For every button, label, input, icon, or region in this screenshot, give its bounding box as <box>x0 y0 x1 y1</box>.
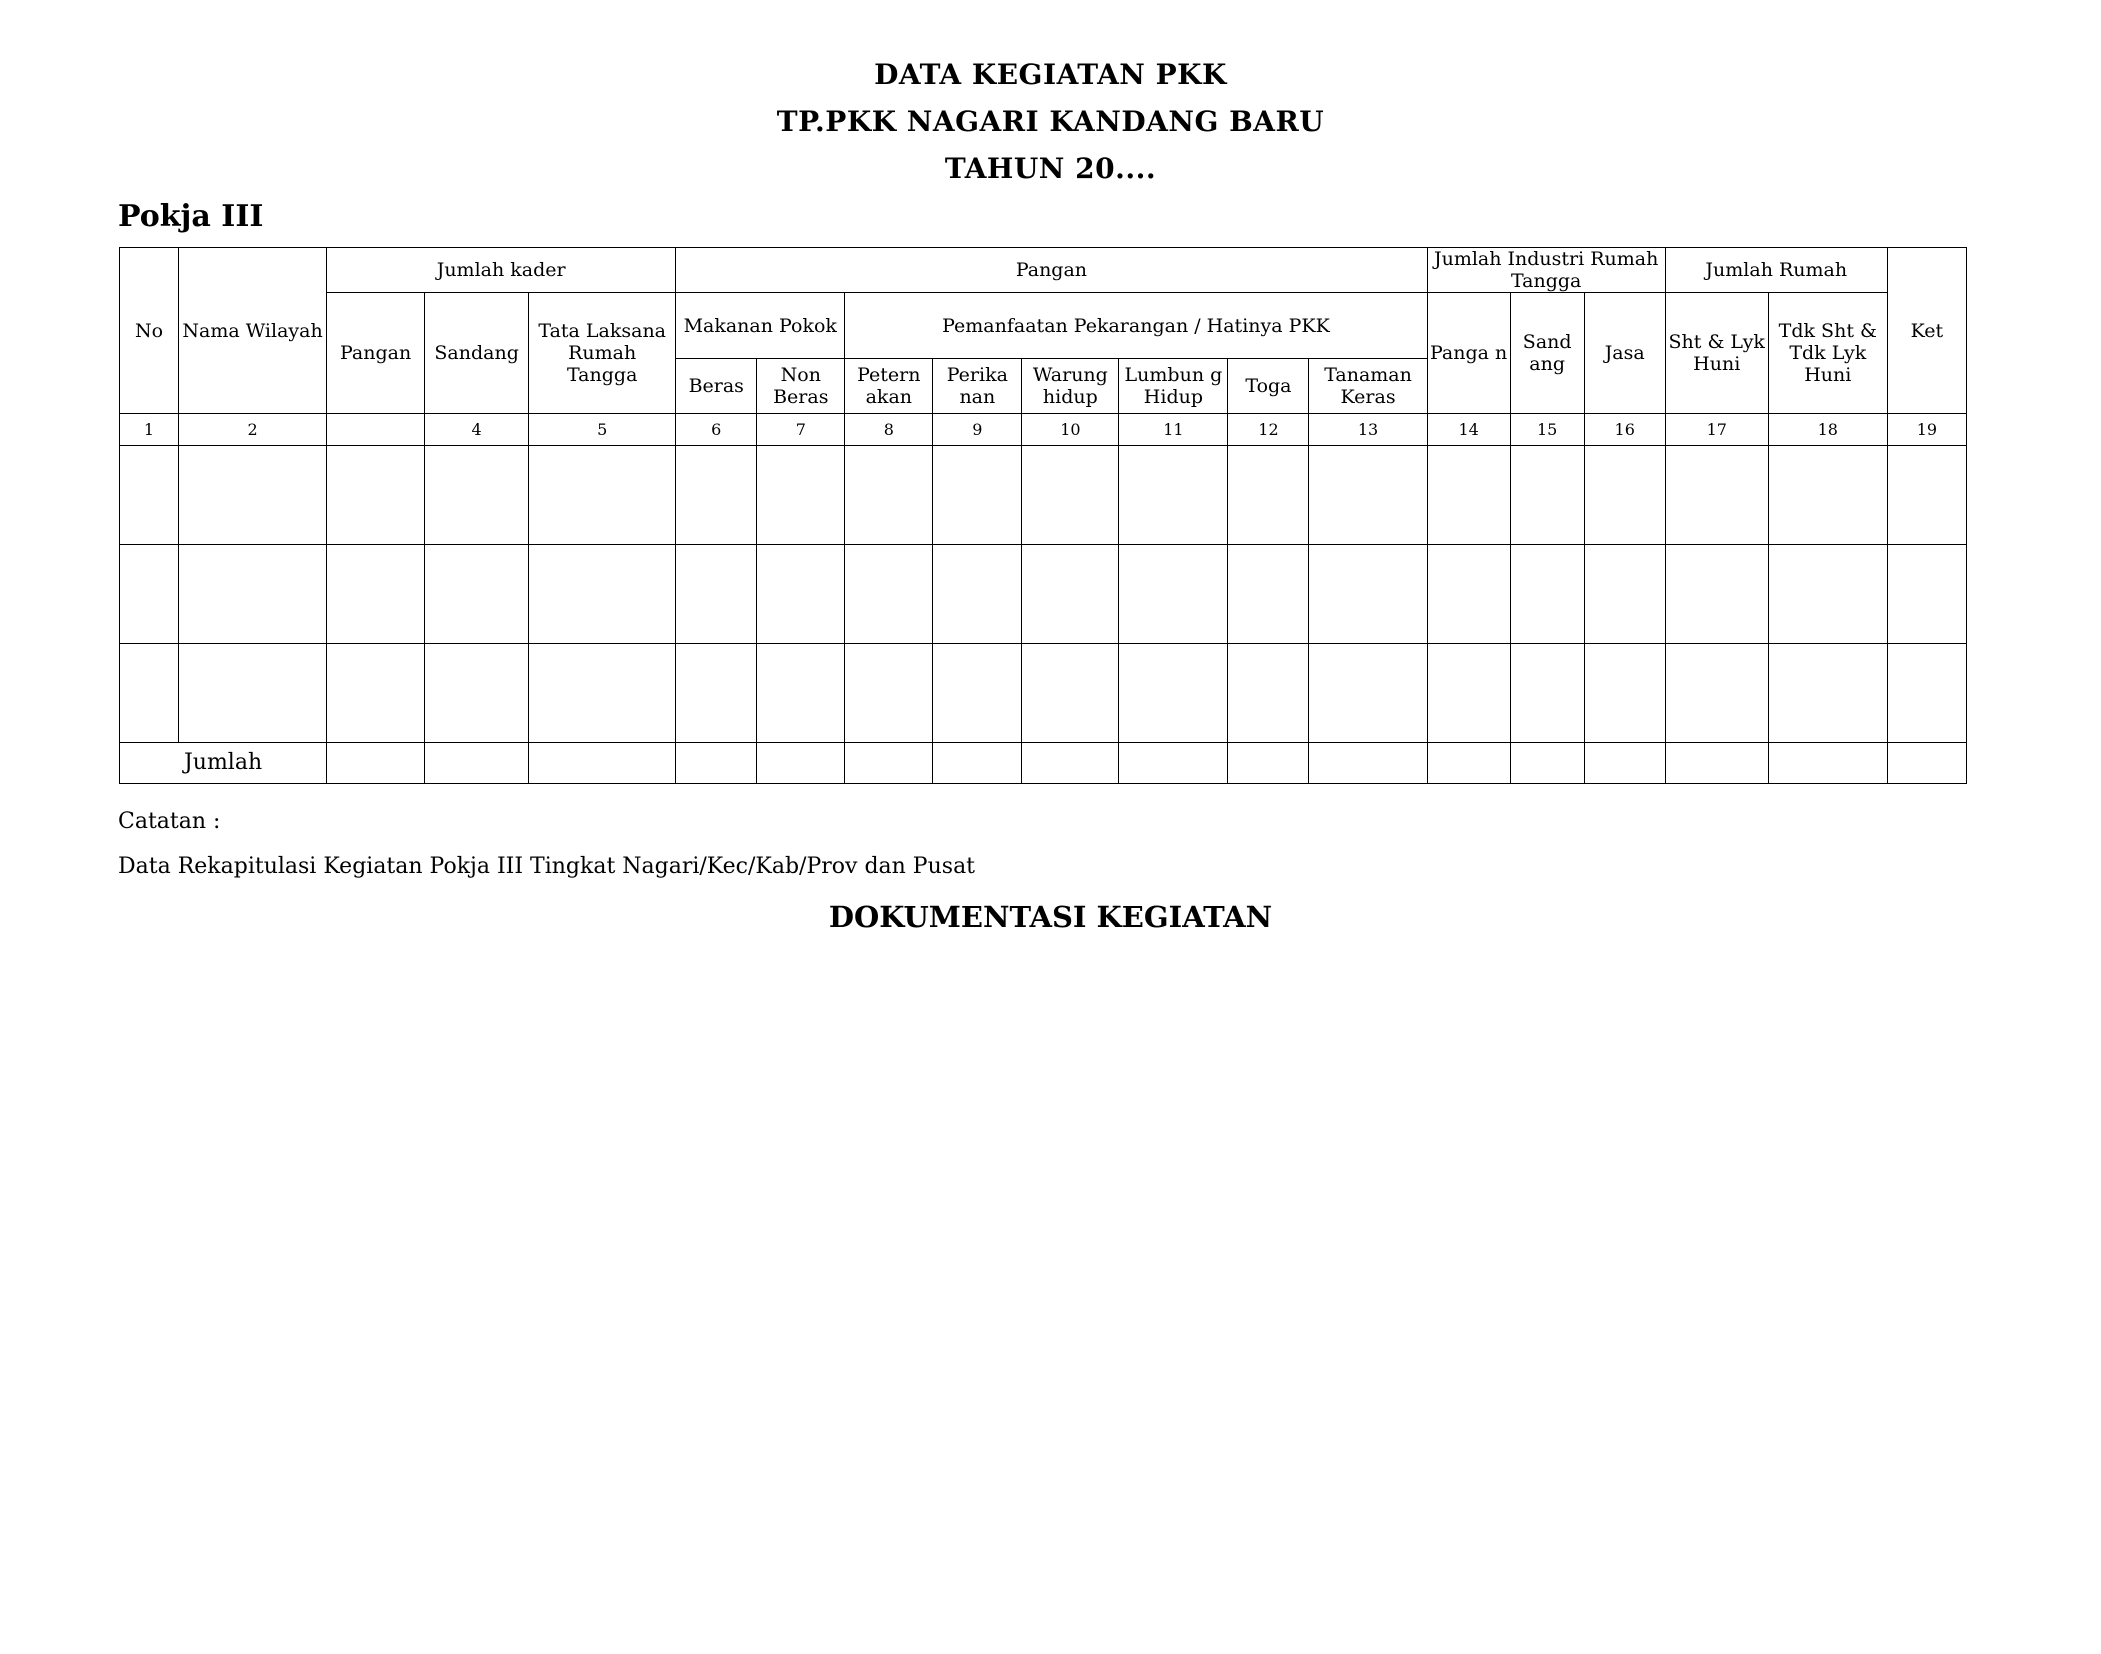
table-cell <box>1022 545 1119 644</box>
header-peternakan: Petern akan <box>845 359 933 414</box>
table-cell <box>1228 743 1309 784</box>
table-cell <box>1119 644 1228 743</box>
table-cell <box>1119 446 1228 545</box>
table-cell <box>1584 446 1665 545</box>
table-cell <box>529 644 676 743</box>
table-cell <box>845 743 933 784</box>
column-number: 7 <box>757 414 845 446</box>
table-cell <box>933 644 1022 743</box>
column-number: 8 <box>845 414 933 446</box>
table-cell <box>1768 545 1887 644</box>
column-number: 17 <box>1665 414 1768 446</box>
table-cell <box>120 644 179 743</box>
table-cell <box>425 545 529 644</box>
table-cell <box>1665 446 1768 545</box>
table-cell <box>1119 545 1228 644</box>
column-number: 18 <box>1768 414 1887 446</box>
header-ind-sandang: Sand ang <box>1510 293 1584 414</box>
table-cell <box>1887 644 1966 743</box>
header-pemanfaatan: Pemanfaatan Pekarangan / Hatinya PKK <box>845 293 1427 359</box>
total-label: Jumlah <box>120 743 327 784</box>
header-tanaman-keras: Tanaman Keras <box>1309 359 1427 414</box>
header-ket: Ket <box>1887 248 1966 414</box>
table-cell <box>1584 743 1665 784</box>
table-cell <box>1309 446 1427 545</box>
column-number: 13 <box>1309 414 1427 446</box>
document-year: TAHUN 20.... <box>944 152 1157 185</box>
header-ind-jasa: Jasa <box>1584 293 1665 414</box>
table-cell <box>327 545 425 644</box>
header-rumah-sehat: Sht & Lyk Huni <box>1665 293 1768 414</box>
column-number: 5 <box>529 414 676 446</box>
table-cell <box>1584 545 1665 644</box>
table-row <box>120 644 1967 743</box>
table-cell <box>933 545 1022 644</box>
total-row <box>120 743 1967 784</box>
table-cell <box>529 545 676 644</box>
column-number <box>327 414 425 446</box>
table-cell <box>933 743 1022 784</box>
column-number: 10 <box>1022 414 1119 446</box>
column-number: 4 <box>425 414 529 446</box>
header-industri: Jumlah Industri Rumah Tangga <box>1427 248 1665 293</box>
column-number: 12 <box>1228 414 1309 446</box>
table-cell <box>1768 743 1887 784</box>
header-kader-sandang: Sandang <box>425 293 529 414</box>
table-cell <box>1584 644 1665 743</box>
column-number: 2 <box>179 414 327 446</box>
column-number: 9 <box>933 414 1022 446</box>
table-cell <box>179 545 327 644</box>
table-cell <box>1887 446 1966 545</box>
document-subtitle: TP.PKK NAGARI KANDANG BARU <box>776 105 1325 138</box>
table-cell <box>676 545 757 644</box>
table-cell <box>120 545 179 644</box>
header-rumah-tidak-sehat: Tdk Sht & Tdk Lyk Huni <box>1768 293 1887 414</box>
header-nama-wilayah: Nama Wilayah <box>179 248 327 414</box>
table-cell <box>1022 644 1119 743</box>
table-cell <box>1665 644 1768 743</box>
table-cell <box>676 644 757 743</box>
table-cell <box>757 644 845 743</box>
table-cell <box>845 446 933 545</box>
table-cell <box>1887 743 1966 784</box>
table-cell <box>1427 446 1510 545</box>
header-makanan-pokok: Makanan Pokok <box>676 293 845 359</box>
table-cell <box>676 743 757 784</box>
header-no: No <box>120 248 179 414</box>
table-cell <box>757 446 845 545</box>
header-kader-tata-laksana: Tata Laksana Rumah Tangga <box>529 293 676 414</box>
table-cell <box>1768 644 1887 743</box>
header-non-beras: Non Beras <box>757 359 845 414</box>
column-number-row <box>120 414 1967 446</box>
column-number: 1 <box>120 414 179 446</box>
table-cell <box>1510 545 1584 644</box>
table-cell <box>845 644 933 743</box>
table-cell <box>1119 743 1228 784</box>
table-cell <box>933 446 1022 545</box>
table-cell <box>1228 545 1309 644</box>
table-cell <box>676 446 757 545</box>
header-ind-pangan: Panga n <box>1427 293 1510 414</box>
header-jumlah-rumah: Jumlah Rumah <box>1665 248 1887 293</box>
table-cell <box>327 446 425 545</box>
table-cell <box>1427 644 1510 743</box>
table-cell <box>425 743 529 784</box>
pokja-data-table <box>119 247 1967 784</box>
header-warung-hidup: Warung hidup <box>1022 359 1119 414</box>
table-cell <box>179 446 327 545</box>
documentation-title: DOKUMENTASI KEGIATAN <box>828 900 1273 934</box>
table-cell <box>1510 446 1584 545</box>
column-number: 14 <box>1427 414 1510 446</box>
table-cell <box>327 743 425 784</box>
table-cell <box>1309 743 1427 784</box>
column-number: 11 <box>1119 414 1228 446</box>
table-cell <box>1228 446 1309 545</box>
table-cell <box>1427 545 1510 644</box>
column-number: 16 <box>1584 414 1665 446</box>
table-row <box>120 446 1967 545</box>
table-cell <box>1309 644 1427 743</box>
table-cell <box>1228 644 1309 743</box>
header-perikanan: Perika nan <box>933 359 1022 414</box>
notes-label: Catatan : <box>118 809 221 834</box>
section-heading: Pokja III <box>118 199 264 234</box>
table-row <box>120 545 1967 644</box>
header-pangan-group: Pangan <box>676 248 1427 293</box>
table-cell <box>757 545 845 644</box>
table-cell <box>529 446 676 545</box>
table-cell <box>1510 644 1584 743</box>
column-number: 15 <box>1510 414 1584 446</box>
column-number: 19 <box>1887 414 1966 446</box>
document-title: DATA KEGIATAN PKK <box>874 58 1227 91</box>
table-cell <box>1768 446 1887 545</box>
table-cell <box>327 644 425 743</box>
table-cell <box>1510 743 1584 784</box>
table-cell <box>1022 743 1119 784</box>
table-cell <box>1665 545 1768 644</box>
table-cell <box>757 743 845 784</box>
table-cell <box>1309 545 1427 644</box>
header-toga: Toga <box>1228 359 1309 414</box>
table-cell <box>845 545 933 644</box>
table-cell <box>179 644 327 743</box>
header-beras: Beras <box>676 359 757 414</box>
header-lumbung-hidup: Lumbun g Hidup <box>1119 359 1228 414</box>
header-kader-pangan: Pangan <box>327 293 425 414</box>
notes-text: Data Rekapitulasi Kegiatan Pokja III Tingkat Nagari/Kec/Kab/Prov dan Pusat <box>118 854 976 879</box>
table-cell <box>425 446 529 545</box>
table-cell <box>120 446 179 545</box>
table-cell <box>425 644 529 743</box>
table-cell <box>1665 743 1768 784</box>
table-cell <box>1887 545 1966 644</box>
table-cell <box>529 743 676 784</box>
column-number: 6 <box>676 414 757 446</box>
table-cell <box>1427 743 1510 784</box>
header-jumlah-kader: Jumlah kader <box>327 248 676 293</box>
table-cell <box>1022 446 1119 545</box>
